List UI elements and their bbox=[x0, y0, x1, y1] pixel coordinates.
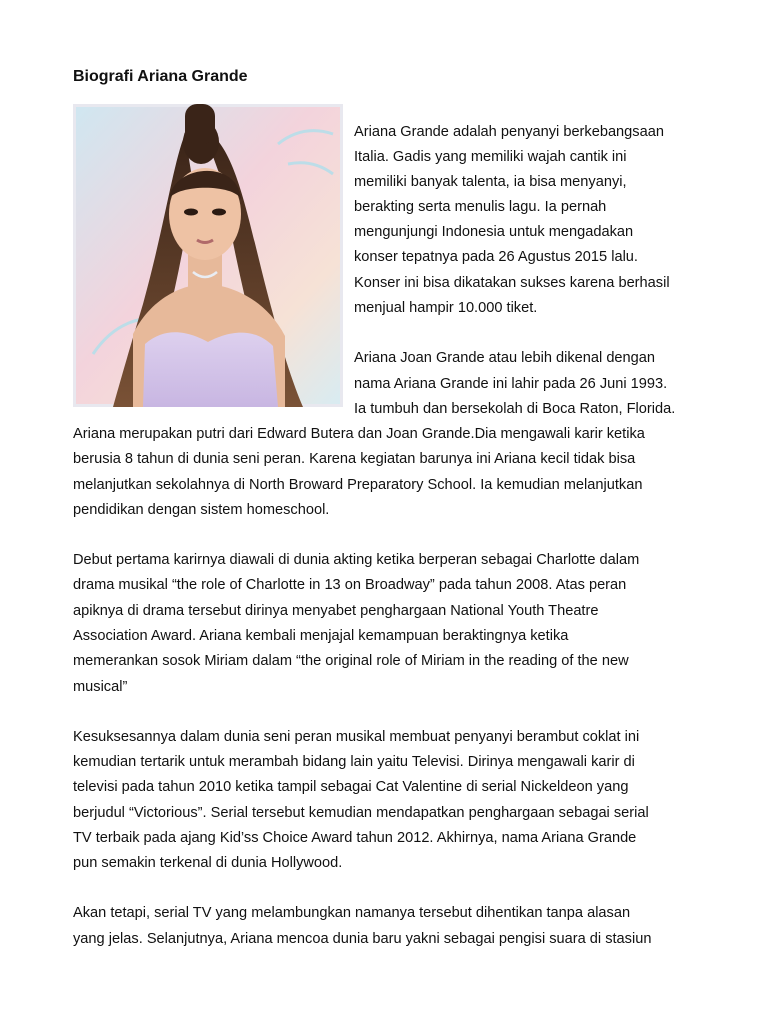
text-line: memerankan sosok Miriam dalam “the original role of Miriam in the reading of the new bbox=[73, 653, 629, 669]
text-line: yang jelas. Selanjutnya, Ariana mencoa dunia baru yakni sebagai pengisi suara di stasiun bbox=[73, 931, 652, 947]
text-line: berusia 8 tahun di dunia seni peran. Karena kegiatan barunya ini Ariana kecil tidak bisa bbox=[73, 451, 636, 467]
text-line: Ia tumbuh dan bersekolah di Boca Raton, Florida. bbox=[354, 401, 676, 417]
page-title: Biografi Ariana Grande bbox=[73, 68, 248, 85]
text-line: apiknya di drama tersebut dirinya menyabet penghargaan National Youth Theatre bbox=[73, 603, 599, 619]
text-line: berjudul “Victorious”. Serial tersebut kemudian mendapatkan penghargaan sebagai serial bbox=[73, 805, 649, 821]
text-line: Italia. Gadis yang memiliki wajah cantik ini bbox=[354, 149, 627, 165]
text-line: drama musikal “the role of Charlotte in 13 on Broadway” pada tahun 2008. Atas peran bbox=[73, 577, 627, 593]
text-line: pendidikan dengan sistem homeschool. bbox=[73, 502, 330, 518]
text-line: Kesuksesannya dalam dunia seni peran musikal membuat penyanyi berambut coklat ini bbox=[73, 729, 640, 745]
text-line: TV terbaik pada ajang Kid’ss Choice Award tahun 2012. Akhirnya, nama Ariana Grande bbox=[73, 830, 637, 846]
text-line: Ariana Grande adalah penyanyi berkebangsaan bbox=[354, 124, 664, 140]
text-line: kemudian tertarik untuk merambah bidang lain yaitu Televisi. Dirinya mengawali karir di bbox=[73, 754, 635, 770]
text-line: televisi pada tahun 2010 ketika tampil sebagai Cat Valentine di serial Nickeldeon yang bbox=[73, 779, 629, 795]
text-line: pun semakin terkenal di dunia Hollywood. bbox=[73, 855, 343, 871]
text-line: Akan tetapi, serial TV yang melambungkan namanya tersebut dihentikan tanpa alasan bbox=[73, 905, 631, 921]
text-line: Ariana merupakan putri dari Edward Butera dan Joan Grande.Dia mengawali karir ketika bbox=[73, 426, 645, 442]
text-line: Konser ini bisa dikatakan sukses karena berhasil bbox=[354, 275, 670, 291]
text-line: Association Award. Ariana kembali menjajal kemampuan beraktingnya ketika bbox=[73, 628, 569, 644]
text-line: Ariana Joan Grande atau lebih dikenal dengan bbox=[354, 350, 656, 366]
text-line: musical” bbox=[73, 679, 128, 695]
text-line: nama Ariana Grande ini lahir pada 26 Juni 1993. bbox=[354, 376, 668, 392]
text-line: mengunjungi Indonesia untuk mengadakan bbox=[354, 224, 634, 240]
text-line: menjual hampir 10.000 tiket. bbox=[354, 300, 538, 316]
text-line: berakting serta menulis lagu. Ia pernah bbox=[354, 199, 607, 215]
text-line: melanjutkan sekolahnya di North Broward Preparatory School. Ia kemudian melanjutkan bbox=[73, 477, 643, 493]
text-line: Debut pertama karirnya diawali di dunia akting ketika berperan sebagai Charlotte dalam bbox=[73, 552, 640, 568]
ariana-grande-photo bbox=[73, 104, 343, 407]
portrait-image bbox=[73, 104, 343, 407]
text-line: memiliki banyak talenta, ia bisa menyanyi, bbox=[354, 174, 627, 190]
text-line: konser tepatnya pada 26 Agustus 2015 lalu. bbox=[354, 249, 638, 265]
